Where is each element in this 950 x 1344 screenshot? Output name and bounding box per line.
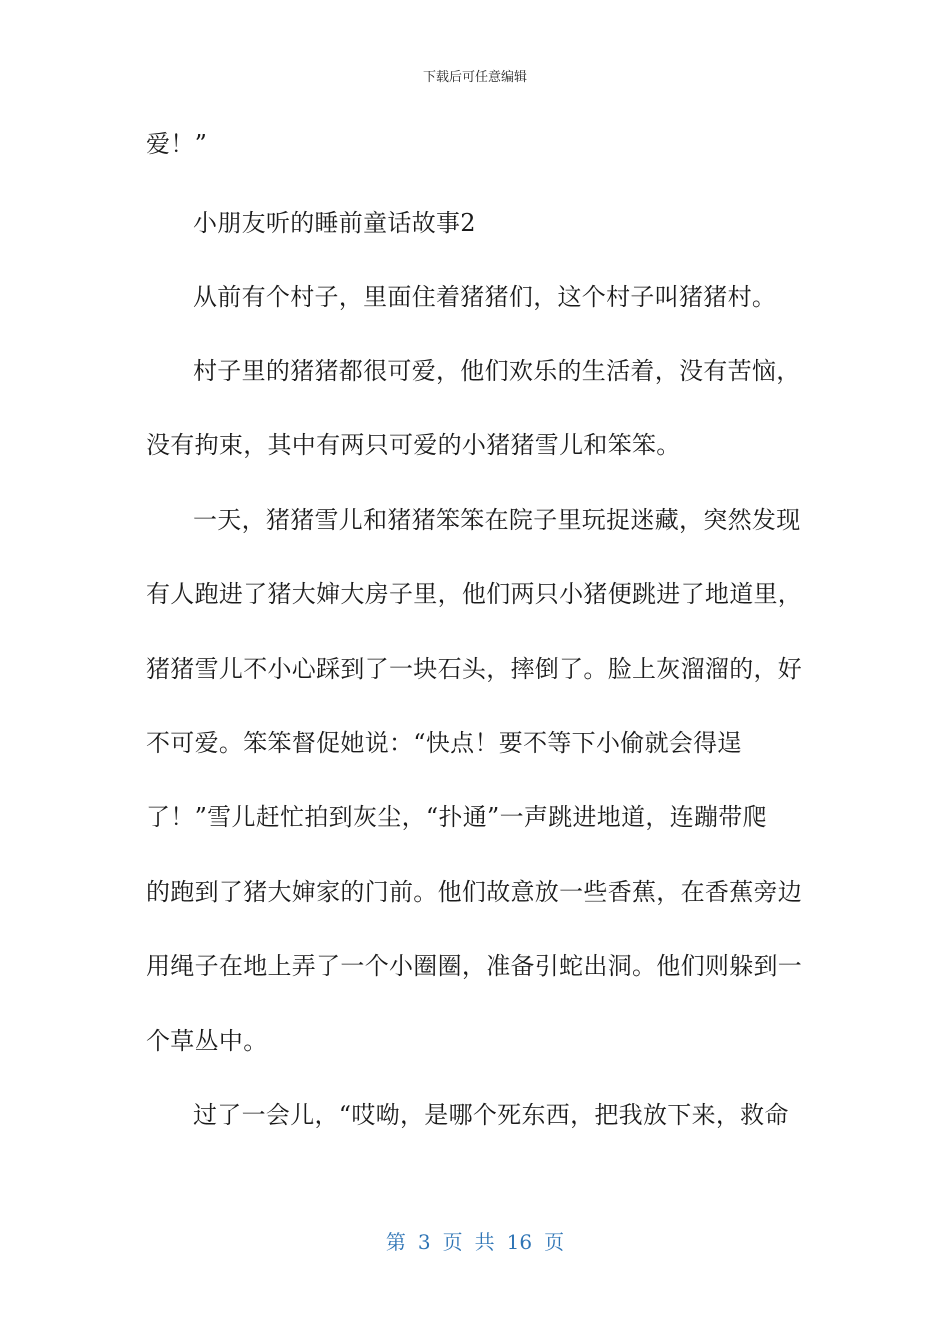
paragraph-line: 的跑到了猪大婶家的门前。他们故意放一些香蕉，在香蕉旁边	[146, 878, 803, 906]
page-number	[0, 1226, 950, 1255]
paragraph-line: 有人跑进了猪大婶大房子里，他们两只小猪便跳进了地道里，	[146, 580, 803, 608]
paragraph-line: 个草丛中。	[146, 1027, 268, 1055]
paragraph-line: 从前有个村子，里面住着猪猪们，这个村子叫猪猪村。	[193, 283, 777, 311]
paragraph-line: 一天，猪猪雪儿和猪猪笨笨在院子里玩捉迷藏，突然发现	[193, 506, 801, 534]
text-line: 爱！”	[146, 130, 208, 158]
page-header: 下载后可任意编辑	[422, 70, 527, 85]
paragraph-line: 了！”雪儿赶忙拍到灰尘，“扑通”一声跳进地道，连蹦带爬	[146, 803, 767, 831]
paragraph-line: 用绳子在地上弄了一个小圈圈，准备引蛇出洞。他们则躲到一	[146, 952, 803, 980]
page-prefix: 第	[385, 1230, 406, 1254]
paragraph-line: 过了一会儿，“哎呦，是哪个死东西，把我放下来，救命	[193, 1101, 789, 1129]
paragraph-line: 村子里的猪猪都很可爱，他们欢乐的生活着，没有苦恼，	[193, 357, 801, 385]
current-page: 3	[417, 1230, 431, 1254]
section-title: 小朋友听的睡前童话故事2	[193, 209, 476, 237]
paragraph-line: 没有拘束，其中有两只可爱的小猪猪雪儿和笨笨。	[146, 431, 681, 459]
total-pages: 16	[506, 1230, 533, 1254]
page-label: 页	[442, 1230, 463, 1254]
page-suffix: 页	[544, 1230, 565, 1254]
total-label: 共	[474, 1230, 495, 1254]
paragraph-line: 猪猪雪儿不小心踩到了一块石头，摔倒了。脸上灰溜溜的，好	[146, 655, 803, 683]
paragraph-line: 不可爱。笨笨督促她说：“快点！要不等下小偷就会得逞	[146, 729, 742, 757]
